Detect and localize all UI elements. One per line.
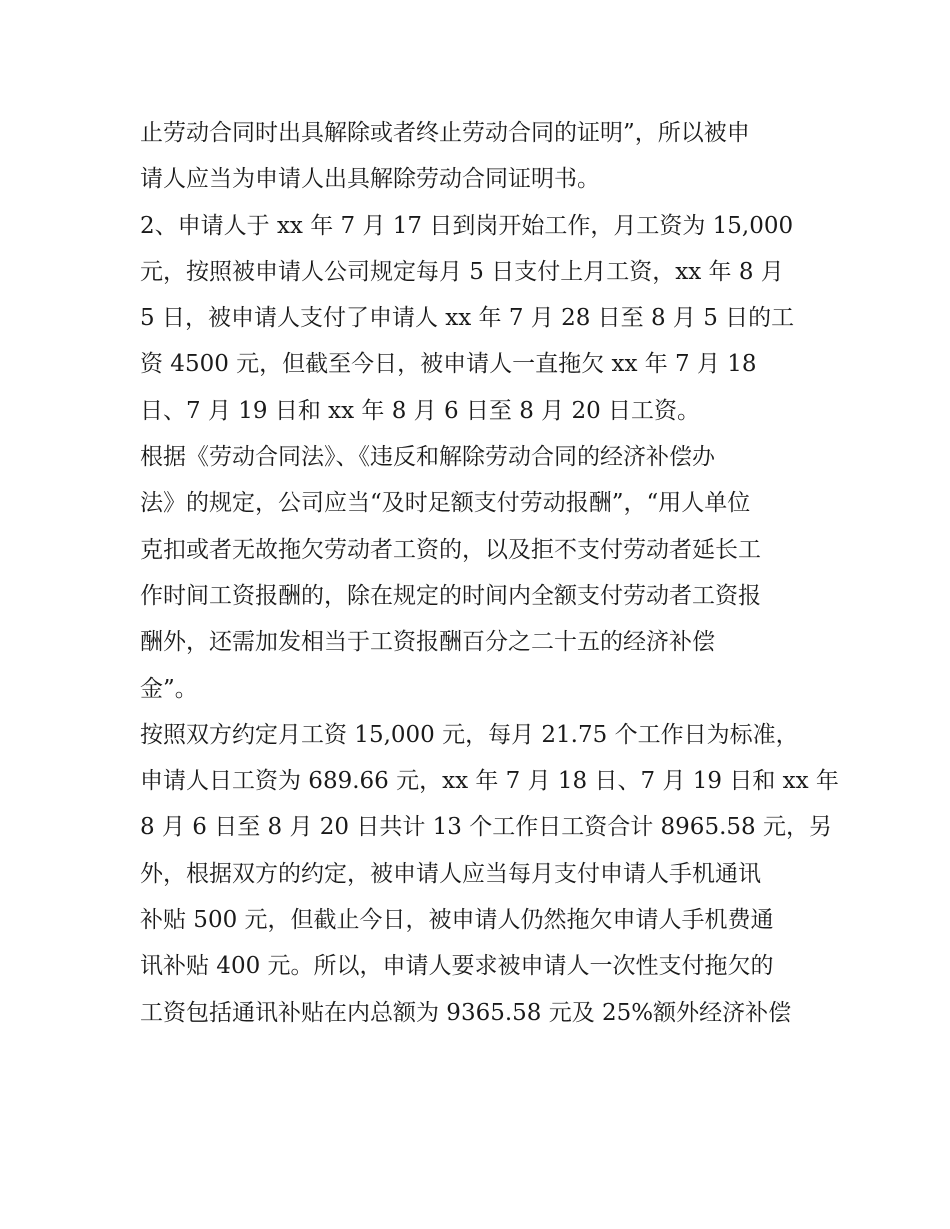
text-line: 元，按照被申请人公司规定每月 5 日支付上月工资，xx 年 8 月 [140, 258, 784, 285]
document-body [140, 110, 839, 1036]
text-line: 按照双方约定月工资 15,000 元，每月 21.75 个工作日为标准， [140, 721, 799, 748]
text-line: 作时间工资报酬的，除在规定的时间内全额支付劳动者工资报 [140, 582, 761, 609]
text-line: 日、7 月 19 日和 xx 年 8 月 6 日至 8 月 20 日工资。 [140, 397, 701, 424]
text-line: 8 月 6 日至 8 月 20 日共计 13 个工作日工资合计 8965.58 元，另 [140, 814, 832, 841]
text-line: 根据《劳动合同法》、《违反和解除劳动合同的经济补偿办 [140, 444, 715, 471]
text-line: 5 日，被申请人支付了申请人 xx 年 7 月 28 日至 8 月 5 日的工 [140, 305, 795, 332]
text-line: 2、申请人于 xx 年 7 月 17 日到岗开始工作，月工资为 15,000 [140, 212, 794, 239]
text-line: 外，根据双方的约定，被申请人应当每月支付申请人手机通讯 [140, 860, 761, 887]
text-line: 酬外，还需加发相当于工资报酬百分之二十五的经济补偿 [140, 629, 715, 656]
text-line: 讯补贴 400 元。所以，申请人要求被申请人一次性支付拖欠的 [140, 953, 774, 980]
text-line: 法》的规定，公司应当“及时足额支付劳动报酬”，“用人单位 [140, 490, 751, 517]
text-line: 工资包括通讯补贴在内总额为 9365.58 元及 25%额外经济补偿 [140, 999, 792, 1026]
text-line: 补贴 500 元，但截止今日，被申请人仍然拖欠申请人手机费通 [140, 907, 774, 934]
text-line: 申请人日工资为 689.66 元，xx 年 7 月 18 日、7 月 19 日和 xx 年 [140, 768, 839, 795]
text-line: 资 4500 元，但截至今日，被申请人一直拖欠 xx 年 7 月 18 [140, 351, 757, 378]
text-line: 请人应当为申请人出具解除劳动合同证明书。 [140, 166, 600, 193]
text-line: 金”。 [140, 675, 198, 702]
text-line: 克扣或者无故拖欠劳动者工资的，以及拒不支付劳动者延长工 [140, 536, 761, 563]
text-line: 止劳动合同时出具解除或者终止劳动合同的证明”，所以被申 [140, 120, 750, 146]
